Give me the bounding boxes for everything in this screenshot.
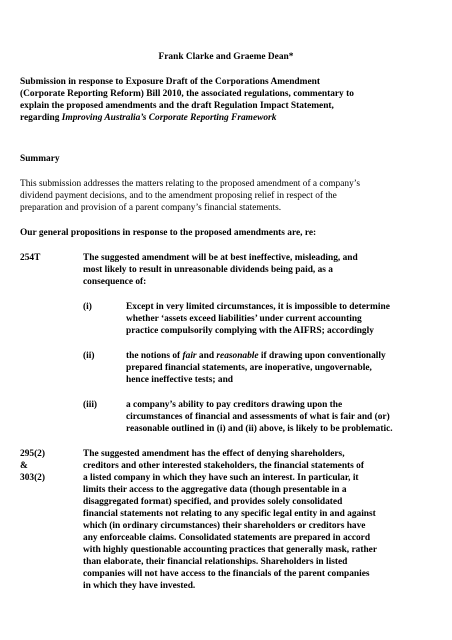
item-line: prepared financial statements, are inoperative, ungovernable,: [126, 363, 372, 373]
section-text-line: consequence of:: [83, 277, 147, 287]
section-text-line: The suggested amendment has the effect of denying shareholders,: [83, 449, 345, 459]
item-text: the notions of: [126, 351, 183, 361]
author-line: Frank Clarke and Graeme Dean*: [158, 52, 294, 62]
section-text-line: a listed company in which they have such an interest. In particular, it: [83, 473, 359, 483]
item-text: and: [196, 351, 217, 361]
item-emphasis: fair: [182, 351, 197, 361]
section-number: 303(2): [20, 473, 45, 483]
propositions-heading: Our general propositions in response to the proposed amendments are, re:: [20, 228, 317, 238]
item-line: whether ‘assets exceed liabilities’ under current accounting: [126, 314, 362, 324]
summary-line: dividend payment decisions, and to the amendment proposing relief in respect of the: [20, 191, 337, 201]
summary-line: preparation and provision of a parent company’s financial statements.: [20, 203, 282, 213]
item-line: reasonable outlined in (i) and (ii) above, is likely to be problematic.: [126, 424, 393, 434]
section-text-line: limits their access to the aggregative data (though presentable in a: [83, 485, 347, 495]
section-text-line: which (in ordinary circumstances) their shareholders or creditors have: [83, 521, 366, 531]
section-text-line: companies will not have access to the financials of the parent companies: [83, 569, 370, 579]
section-text-line: than elaborate, their financial relationships. Shareholders in listed: [83, 557, 348, 567]
item-line: Except in very limited circumstances, it is impossible to determine: [126, 302, 390, 312]
item-line: circumstances of financial and assessments of what is fair and (or): [126, 412, 390, 422]
section-text-line: most likely to result in unreasonable dividends being paid, as a: [83, 265, 333, 275]
item-line: a company’s ability to pay creditors drawing upon the: [126, 400, 343, 410]
item-marker: (ii): [83, 351, 95, 361]
section-number: 254T: [20, 253, 41, 263]
item-line: hence ineffective tests; and: [126, 375, 234, 385]
item-line: [126, 351, 386, 362]
framework-title: Improving Australia’s Corporate Reporting Framework: [61, 113, 277, 123]
summary-heading: Summary: [20, 154, 60, 164]
summary-line: This submission addresses the matters relating to the proposed amendment of a company’s: [20, 179, 361, 189]
intro-line: explain the proposed amendments and the draft Regulation Impact Statement,: [20, 101, 334, 111]
item-text: if drawing upon conventionally: [258, 351, 386, 361]
section-text-line: with highly questionable accounting practices that generally mask, rather: [83, 545, 378, 555]
section-text-line: creditors and other interested stakeholders, the financial statements of: [83, 461, 364, 471]
section-text-line: financial statements not relating to any specific legal entity in and against: [83, 509, 376, 519]
section-text-line: The suggested amendment will be at best ineffective, misleading, and: [83, 253, 358, 263]
section-number: &: [20, 461, 28, 471]
item-line: practice compulsorily complying with the AIFRS; accordingly: [126, 326, 374, 336]
item-marker: (i): [83, 302, 92, 312]
intro-line: Submission in response to Exposure Draft of the Corporations Amendment: [20, 77, 320, 87]
intro-line: [20, 113, 276, 124]
item-emphasis: reasonable: [216, 351, 259, 361]
section-text-line: in which they have invested.: [83, 581, 196, 591]
section-number: 295(2): [20, 449, 45, 459]
section-text-line: disaggregated format) specified, and provides solely consolidated: [83, 497, 343, 507]
section-text-line: any enforceable claims. Consolidated statements are prepared in accord: [83, 533, 371, 543]
item-marker: (iii): [83, 400, 98, 410]
intro-line-text: regarding: [20, 113, 62, 123]
intro-line: (Corporate Reporting Reform) Bill 2010, the associated regulations, commentary to: [20, 89, 354, 99]
